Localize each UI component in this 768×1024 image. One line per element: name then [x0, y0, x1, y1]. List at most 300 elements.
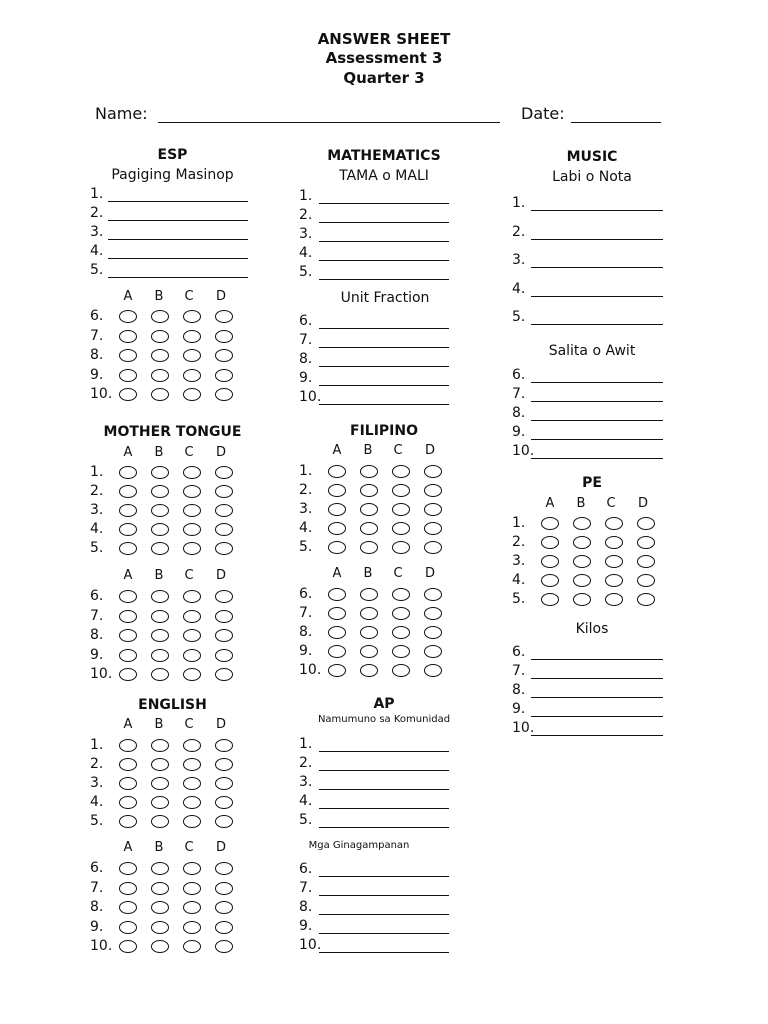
choice-bubble-c[interactable] — [605, 574, 623, 587]
answer-blank[interactable] — [108, 239, 248, 240]
answer-blank[interactable] — [319, 404, 449, 405]
filipino-bubble-row — [299, 539, 449, 558]
choice-letter-a: A — [332, 566, 342, 581]
choice-bubble-a[interactable] — [119, 815, 137, 828]
choice-bubble-d[interactable] — [215, 388, 233, 401]
choice-bubble-c[interactable] — [183, 504, 201, 517]
choice-bubble-b[interactable] — [151, 388, 169, 401]
choice-bubble-a[interactable] — [119, 330, 137, 343]
choice-bubble-d[interactable] — [215, 629, 233, 642]
choice-bubble-b[interactable] — [151, 349, 169, 362]
choice-bubble-a[interactable] — [328, 664, 346, 677]
answer-blank[interactable] — [531, 678, 663, 679]
choice-bubble-a[interactable] — [119, 310, 137, 323]
answer-blank[interactable] — [531, 267, 663, 268]
pe-answer-row — [512, 663, 663, 682]
music-answer-row — [512, 424, 663, 443]
answer-blank[interactable] — [319, 366, 449, 367]
choice-bubble-a[interactable] — [119, 610, 137, 623]
choice-bubble-c[interactable] — [183, 649, 201, 662]
answer-blank[interactable] — [319, 279, 449, 280]
answer-blank[interactable] — [531, 735, 663, 736]
choice-bubble-a[interactable] — [119, 649, 137, 662]
choice-bubble-b[interactable] — [151, 758, 169, 771]
choice-bubble-a[interactable] — [328, 541, 346, 554]
choice-bubble-b[interactable] — [573, 536, 591, 549]
music-answer-row — [512, 281, 663, 300]
mother_tongue-bubble-row — [90, 483, 240, 502]
item-number: 7. — [90, 327, 104, 344]
choice-bubble-a[interactable] — [119, 921, 137, 934]
item-number: 9. — [90, 366, 104, 383]
pe-answer-row — [512, 682, 663, 701]
choice-letter-d: D — [215, 568, 226, 583]
music-answer-row — [512, 252, 663, 271]
choice-bubble-d[interactable] — [424, 503, 442, 516]
item-number: 2. — [90, 756, 104, 772]
choice-bubble-c[interactable] — [605, 517, 623, 530]
choice-bubble-d[interactable] — [215, 668, 233, 681]
esp-bubble-row — [90, 367, 240, 386]
choice-bubble-c[interactable] — [183, 590, 201, 603]
answer-blank[interactable] — [319, 770, 449, 771]
choice-bubble-b[interactable] — [151, 796, 169, 809]
choice-bubble-d[interactable] — [215, 815, 233, 828]
choice-bubble-b[interactable] — [151, 901, 169, 914]
choice-bubble-b[interactable] — [360, 588, 378, 601]
choice-bubble-c[interactable] — [392, 503, 410, 516]
choice-bubble-b[interactable] — [151, 504, 169, 517]
choice-bubble-c[interactable] — [183, 796, 201, 809]
choice-bubble-d[interactable] — [215, 649, 233, 662]
item-number: 10. — [90, 386, 113, 402]
choice-bubble-a[interactable] — [119, 523, 137, 536]
choice-bubble-c[interactable] — [392, 645, 410, 658]
esp-bubble-row — [90, 386, 240, 405]
ap-answer-row — [299, 736, 449, 755]
item-number: 10. — [299, 937, 322, 953]
choice-bubble-d[interactable] — [424, 645, 442, 658]
item-number: 1. — [299, 188, 313, 204]
item-number: 2. — [299, 755, 313, 771]
item-number: 5. — [299, 539, 313, 555]
choice-bubble-b[interactable] — [151, 649, 169, 662]
choice-bubble-a[interactable] — [119, 882, 137, 895]
answer-blank[interactable] — [319, 328, 449, 329]
choice-bubble-a[interactable] — [328, 484, 346, 497]
answer-blank[interactable] — [531, 420, 663, 421]
choice-bubble-b[interactable] — [360, 541, 378, 554]
choice-bubble-d[interactable] — [424, 607, 442, 620]
music-answer-row — [512, 367, 663, 386]
choice-bubble-b[interactable] — [360, 626, 378, 639]
choice-bubble-d[interactable] — [424, 522, 442, 535]
choice-bubble-d[interactable] — [215, 349, 233, 362]
choice-bubble-d[interactable] — [215, 485, 233, 498]
answer-blank[interactable] — [319, 933, 449, 934]
choice-bubble-a[interactable] — [119, 796, 137, 809]
choice-bubble-b[interactable] — [573, 574, 591, 587]
choice-bubble-b[interactable] — [360, 522, 378, 535]
answer-blank[interactable] — [531, 401, 663, 402]
item-number: 3. — [299, 226, 313, 242]
choice-bubble-b[interactable] — [151, 466, 169, 479]
date-label: Date: — [521, 104, 565, 123]
mother_tongue-bubble-row — [90, 521, 240, 540]
choice-bubble-b[interactable] — [151, 739, 169, 752]
choice-bubble-c[interactable] — [183, 349, 201, 362]
answer-blank[interactable] — [319, 203, 449, 204]
choice-bubble-a[interactable] — [541, 593, 559, 606]
choice-bubble-b[interactable] — [360, 664, 378, 677]
choice-bubble-d[interactable] — [424, 484, 442, 497]
choice-bubble-c[interactable] — [183, 940, 201, 953]
answer-blank[interactable] — [319, 827, 449, 828]
answer-blank[interactable] — [319, 789, 449, 790]
english-title: ENGLISH — [138, 697, 207, 713]
item-number: 7. — [299, 880, 313, 896]
answer-blank[interactable] — [531, 382, 663, 383]
choice-bubble-b[interactable] — [151, 610, 169, 623]
choice-letter-d: D — [215, 289, 226, 304]
ap-sub1: Namumuno sa Komunidad — [317, 714, 451, 725]
choice-bubble-b[interactable] — [151, 369, 169, 382]
choice-bubble-d[interactable] — [215, 940, 233, 953]
answer-blank[interactable] — [531, 439, 663, 440]
choice-bubble-c[interactable] — [183, 369, 201, 382]
answer-blank[interactable] — [108, 258, 248, 259]
mathematics-sub2: Unit Fraction — [340, 290, 430, 306]
english-bubble-row — [90, 775, 240, 794]
item-number: 4. — [299, 245, 313, 261]
choice-bubble-b[interactable] — [151, 777, 169, 790]
choice-bubble-c[interactable] — [183, 523, 201, 536]
choice-bubble-d[interactable] — [215, 739, 233, 752]
choice-bubble-d[interactable] — [424, 465, 442, 478]
choice-bubble-c[interactable] — [183, 485, 201, 498]
choice-bubble-c[interactable] — [183, 882, 201, 895]
choice-letter-a: A — [123, 445, 133, 460]
choice-bubble-d[interactable] — [637, 574, 655, 587]
choice-bubble-b[interactable] — [573, 593, 591, 606]
ap-answer-row — [299, 755, 449, 774]
choice-bubble-c[interactable] — [183, 777, 201, 790]
music-answer-row — [512, 309, 663, 328]
pe-title: PE — [582, 475, 602, 491]
item-number: 6. — [512, 367, 526, 383]
filipino-title: FILIPINO — [350, 423, 418, 439]
choice-bubble-c[interactable] — [392, 664, 410, 677]
choice-bubble-c[interactable] — [183, 330, 201, 343]
choice-bubble-c[interactable] — [183, 629, 201, 642]
answer-blank[interactable] — [319, 222, 449, 223]
answer-blank[interactable] — [531, 659, 663, 660]
choice-bubble-a[interactable] — [119, 388, 137, 401]
choice-bubble-d[interactable] — [424, 588, 442, 601]
choice-bubble-d[interactable] — [215, 862, 233, 875]
choice-bubble-a[interactable] — [119, 590, 137, 603]
mathematics-answer-row — [299, 313, 449, 332]
choice-letter-a: A — [123, 568, 133, 583]
filipino-bubble-row — [299, 605, 449, 624]
esp-choice-header — [90, 289, 240, 305]
mathematics-answer-row — [299, 370, 449, 389]
choice-bubble-d[interactable] — [215, 590, 233, 603]
name-field[interactable] — [158, 122, 500, 123]
choice-bubble-c[interactable] — [183, 739, 201, 752]
choice-bubble-b[interactable] — [151, 590, 169, 603]
quarter-label: Quarter 3 — [343, 69, 425, 87]
choice-bubble-d[interactable] — [215, 882, 233, 895]
choice-bubble-b[interactable] — [151, 921, 169, 934]
choice-bubble-a[interactable] — [328, 645, 346, 658]
choice-bubble-c[interactable] — [183, 901, 201, 914]
choice-bubble-b[interactable] — [151, 862, 169, 875]
choice-bubble-a[interactable] — [119, 504, 137, 517]
answer-blank[interactable] — [319, 260, 449, 261]
choice-bubble-c[interactable] — [392, 626, 410, 639]
item-number: 10. — [299, 389, 322, 405]
choice-bubble-c[interactable] — [605, 536, 623, 549]
item-number: 5. — [90, 813, 104, 829]
item-number: 1. — [299, 463, 313, 479]
item-number: 8. — [90, 347, 104, 363]
esp-bubble-row — [90, 347, 240, 366]
answer-blank[interactable] — [531, 296, 663, 297]
answer-blank[interactable] — [319, 914, 449, 915]
choice-bubble-c[interactable] — [183, 921, 201, 934]
choice-bubble-d[interactable] — [215, 310, 233, 323]
choice-bubble-b[interactable] — [573, 555, 591, 568]
choice-bubble-a[interactable] — [328, 465, 346, 478]
choice-bubble-a[interactable] — [119, 668, 137, 681]
choice-bubble-c[interactable] — [183, 466, 201, 479]
choice-bubble-d[interactable] — [637, 536, 655, 549]
choice-letter-a: A — [123, 717, 133, 732]
choice-bubble-d[interactable] — [637, 517, 655, 530]
pe-answer-row — [512, 701, 663, 720]
choice-bubble-a[interactable] — [541, 555, 559, 568]
item-number: 2. — [512, 223, 526, 240]
choice-bubble-b[interactable] — [360, 503, 378, 516]
choice-bubble-c[interactable] — [392, 484, 410, 497]
choice-bubble-a[interactable] — [119, 629, 137, 642]
pe-bubble-row — [512, 553, 662, 572]
esp-bubble-row — [90, 328, 240, 347]
filipino-bubble-row — [299, 662, 449, 681]
choice-bubble-a[interactable] — [119, 901, 137, 914]
choice-letter-b: B — [154, 840, 164, 855]
answer-blank[interactable] — [531, 458, 663, 459]
answer-blank[interactable] — [531, 716, 663, 717]
item-number: 2. — [512, 534, 526, 550]
answer-blank[interactable] — [531, 210, 663, 211]
choice-bubble-d[interactable] — [215, 758, 233, 771]
esp-answer-row — [90, 243, 248, 262]
answer-blank[interactable] — [319, 876, 449, 877]
choice-bubble-a[interactable] — [541, 574, 559, 587]
answer-blank[interactable] — [531, 697, 663, 698]
choice-bubble-b[interactable] — [151, 815, 169, 828]
answer-blank[interactable] — [319, 895, 449, 896]
english-bubble-row — [90, 794, 240, 813]
choice-bubble-d[interactable] — [215, 610, 233, 623]
music-answer-row — [512, 386, 663, 405]
item-number: 3. — [512, 252, 526, 268]
choice-bubble-d[interactable] — [424, 664, 442, 677]
choice-bubble-c[interactable] — [392, 588, 410, 601]
answer-blank[interactable] — [319, 952, 449, 953]
choice-bubble-d[interactable] — [215, 796, 233, 809]
choice-bubble-b[interactable] — [360, 484, 378, 497]
assessment-label: Assessment 3 — [325, 49, 443, 67]
choice-bubble-d[interactable] — [215, 777, 233, 790]
choice-letter-d: D — [215, 717, 226, 732]
choice-bubble-d[interactable] — [215, 369, 233, 382]
choice-bubble-d[interactable] — [424, 541, 442, 554]
choice-bubble-a[interactable] — [119, 349, 137, 362]
choice-bubble-c[interactable] — [183, 758, 201, 771]
ap-title: AP — [373, 696, 395, 712]
answer-blank[interactable] — [108, 220, 248, 221]
choice-bubble-a[interactable] — [119, 777, 137, 790]
mathematics-answer-row — [299, 332, 449, 351]
item-number: 8. — [512, 405, 526, 421]
ap-answer-row — [299, 861, 449, 880]
mother_tongue-bubble-row — [90, 608, 240, 627]
choice-bubble-a[interactable] — [119, 485, 137, 498]
item-number: 3. — [90, 775, 104, 791]
item-number: 3. — [299, 774, 313, 790]
mother_tongue-bubble-row — [90, 647, 240, 666]
choice-bubble-c[interactable] — [605, 593, 623, 606]
choice-bubble-b[interactable] — [573, 517, 591, 530]
item-number: 7. — [512, 386, 526, 402]
choice-bubble-b[interactable] — [151, 310, 169, 323]
answer-blank[interactable] — [319, 385, 449, 386]
choice-bubble-d[interactable] — [424, 626, 442, 639]
answer-blank[interactable] — [319, 751, 449, 752]
esp-title: ESP — [157, 147, 188, 163]
item-number: 5. — [299, 264, 313, 280]
filipino-bubble-row — [299, 586, 449, 605]
ap-answer-row — [299, 937, 449, 956]
filipino-bubble-row — [299, 501, 449, 520]
choice-bubble-c[interactable] — [183, 815, 201, 828]
item-number: 4. — [90, 243, 104, 259]
item-number: 7. — [90, 879, 104, 896]
mathematics-answer-row — [299, 207, 449, 226]
choice-bubble-b[interactable] — [151, 629, 169, 642]
item-number: 4. — [512, 280, 526, 297]
choice-bubble-b[interactable] — [151, 485, 169, 498]
choice-bubble-c[interactable] — [392, 607, 410, 620]
item-number: 9. — [512, 701, 526, 717]
choice-bubble-b[interactable] — [151, 882, 169, 895]
choice-bubble-d[interactable] — [215, 504, 233, 517]
choice-letter-c: C — [184, 840, 194, 855]
choice-bubble-c[interactable] — [183, 542, 201, 555]
choice-bubble-d[interactable] — [215, 901, 233, 914]
choice-bubble-b[interactable] — [360, 607, 378, 620]
item-number: 7. — [90, 607, 104, 624]
item-number: 3. — [299, 501, 313, 517]
item-number: 2. — [299, 207, 313, 223]
esp-answer-row — [90, 224, 248, 243]
choice-bubble-a[interactable] — [328, 607, 346, 620]
item-number: 1. — [299, 736, 313, 752]
ap-answer-row — [299, 812, 449, 831]
english-bubble-row — [90, 737, 240, 756]
choice-bubble-b[interactable] — [151, 668, 169, 681]
choice-bubble-a[interactable] — [119, 940, 137, 953]
choice-bubble-d[interactable] — [637, 555, 655, 568]
answer-blank[interactable] — [319, 241, 449, 242]
choice-bubble-a[interactable] — [119, 542, 137, 555]
choice-bubble-c[interactable] — [183, 610, 201, 623]
choice-bubble-c[interactable] — [183, 388, 201, 401]
choice-bubble-b[interactable] — [151, 330, 169, 343]
date-field[interactable] — [571, 122, 661, 123]
choice-bubble-a[interactable] — [328, 626, 346, 639]
choice-bubble-b[interactable] — [360, 465, 378, 478]
name-date-row — [95, 104, 665, 128]
choice-bubble-b[interactable] — [360, 645, 378, 658]
choice-bubble-a[interactable] — [541, 517, 559, 530]
choice-bubble-c[interactable] — [183, 862, 201, 875]
choice-bubble-a[interactable] — [328, 503, 346, 516]
choice-bubble-a[interactable] — [119, 466, 137, 479]
choice-bubble-c[interactable] — [605, 555, 623, 568]
item-number: 6. — [90, 588, 104, 604]
answer-blank[interactable] — [319, 808, 449, 809]
answer-blank[interactable] — [531, 324, 663, 325]
choice-bubble-a[interactable] — [119, 758, 137, 771]
choice-bubble-a[interactable] — [328, 522, 346, 535]
answer-blank[interactable] — [319, 347, 449, 348]
choice-bubble-a[interactable] — [119, 739, 137, 752]
music-answer-row — [512, 405, 663, 424]
choice-bubble-d[interactable] — [215, 921, 233, 934]
choice-bubble-b[interactable] — [151, 523, 169, 536]
choice-bubble-a[interactable] — [541, 536, 559, 549]
mother_tongue-bubble-row — [90, 540, 240, 559]
choice-bubble-b[interactable] — [151, 940, 169, 953]
choice-bubble-a[interactable] — [328, 588, 346, 601]
choice-bubble-a[interactable] — [119, 862, 137, 875]
choice-bubble-c[interactable] — [392, 541, 410, 554]
choice-bubble-d[interactable] — [215, 330, 233, 343]
choice-bubble-d[interactable] — [637, 593, 655, 606]
choice-bubble-c[interactable] — [392, 465, 410, 478]
answer-blank[interactable] — [108, 277, 248, 278]
item-number: 4. — [299, 520, 313, 536]
choice-bubble-a[interactable] — [119, 369, 137, 382]
choice-bubble-b[interactable] — [151, 542, 169, 555]
item-number: 4. — [90, 521, 104, 537]
answer-blank[interactable] — [108, 201, 248, 202]
choice-bubble-c[interactable] — [183, 668, 201, 681]
choice-bubble-d[interactable] — [215, 542, 233, 555]
pe-answer-row — [512, 644, 663, 663]
answer-blank[interactable] — [531, 239, 663, 240]
choice-bubble-c[interactable] — [392, 522, 410, 535]
item-number: 5. — [90, 262, 104, 278]
choice-bubble-c[interactable] — [183, 310, 201, 323]
filipino-bubble-row — [299, 624, 449, 643]
choice-bubble-d[interactable] — [215, 523, 233, 536]
choice-bubble-d[interactable] — [215, 466, 233, 479]
